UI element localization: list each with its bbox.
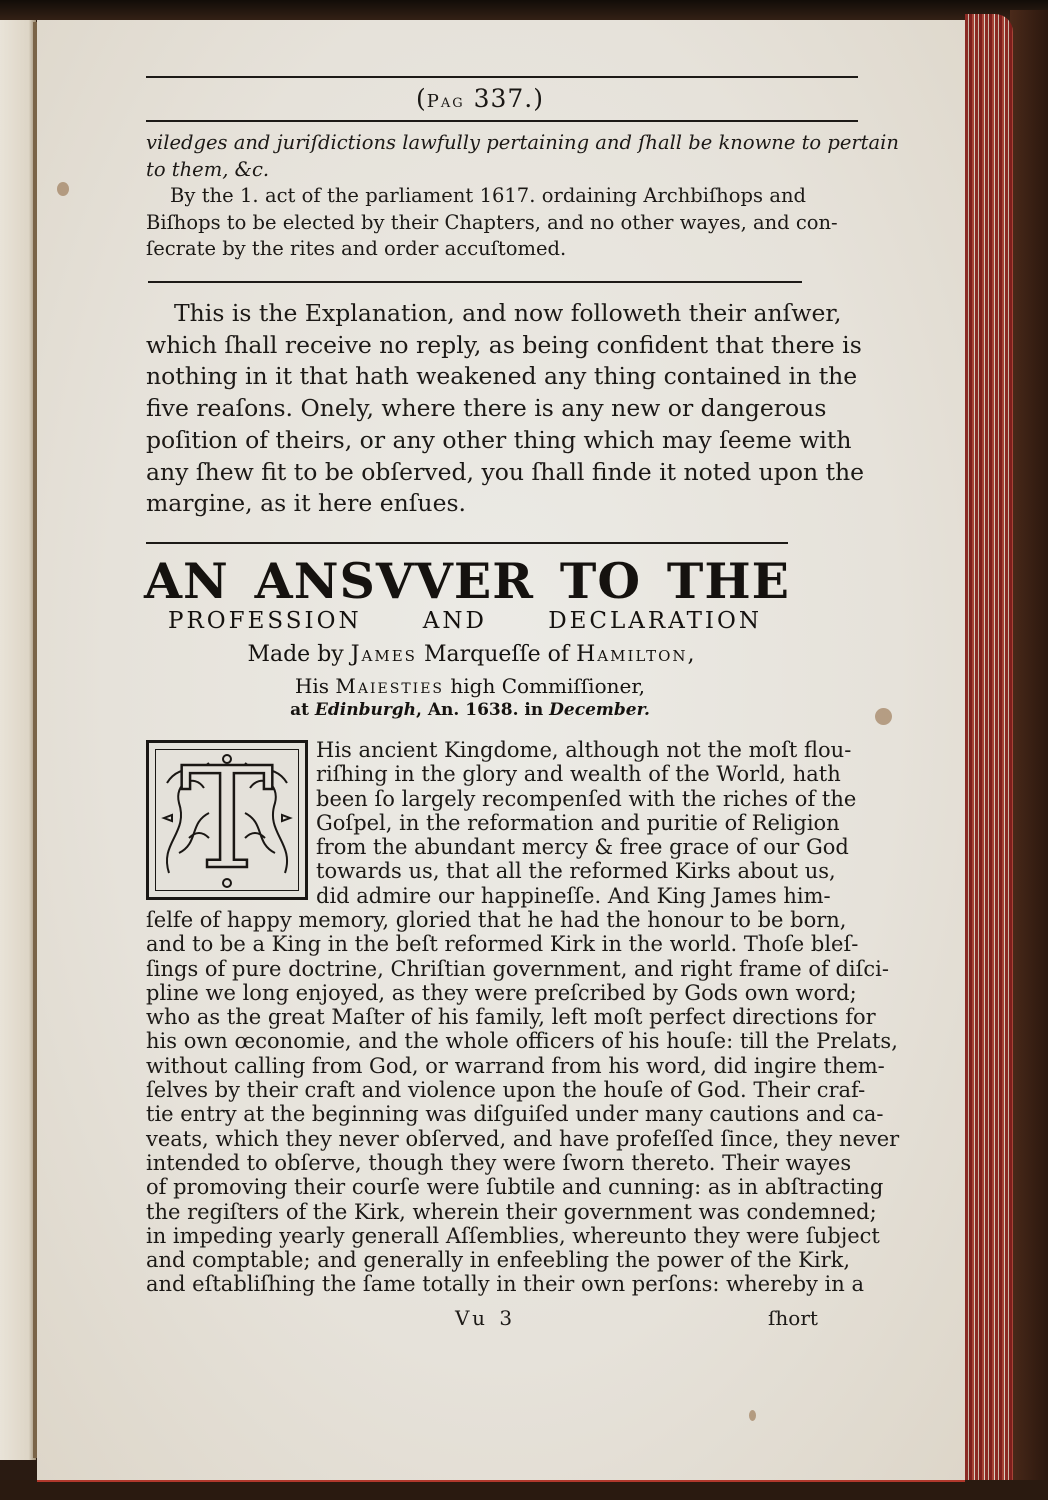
act-line: Biſhops to be elected by their Chapters, and no other wayes, and con- [146, 210, 838, 234]
explanation-line: five reaſons. Onely, where there is any new or dangerous [146, 394, 827, 423]
title-his: His [294, 674, 336, 698]
title-james: James [350, 642, 417, 667]
body-dropcap-paragraph [316, 738, 857, 908]
title-main: AN ANSVVER TO THE [144, 552, 790, 610]
continuation-line: to them, &c. [146, 157, 270, 181]
explanation-line: margine, as it here enſues. [146, 489, 467, 518]
body-line: Goſpel, in the reformation and puritie of Religion [316, 810, 840, 835]
title-author-line [212, 642, 732, 667]
paren-open: ( [415, 84, 427, 113]
body-line: his own œconomie, and the whole officers of his houſe: till the Prelats, [146, 1029, 898, 1054]
drop-cap-woodcut [146, 740, 308, 900]
title-made-by: Made by [247, 642, 351, 667]
title-office-line [260, 674, 680, 698]
explanation-line: which ſhall receive no reply, as being confident that there is [146, 330, 862, 359]
body-line: without calling from God, or warrand from his word, did ingire them- [146, 1053, 885, 1078]
explanation-line: any ſhew fit to be obſerved, you ſhall finde it noted upon the [146, 457, 865, 486]
body-line: the regiſters of the Kirk, wherein their government was condemned; [146, 1199, 877, 1224]
continuation-block [146, 130, 899, 263]
title-subtitle: PROFESSION AND DECLARATION [168, 608, 762, 634]
act-line: ſecrate by the rites and order accuſtomed. [146, 237, 567, 260]
title-edinburgh: Edinburgh [314, 700, 417, 720]
page-block-red-edges [965, 14, 1013, 1480]
catchword: ſhort [768, 1306, 818, 1330]
section-rule [148, 281, 802, 283]
title-place-date-line [280, 700, 660, 720]
signature-mark: Vu 3 [455, 1306, 517, 1330]
body-line: of promoving their courſe were ſubtile and cunning: as in abſtracting [146, 1175, 884, 1200]
act-line: By the 1. act of the parliament 1617. ordaining Archbiſhops and [170, 184, 806, 207]
body-line: veats, which they never obſerved, and have profeſſed ſince, they never [146, 1126, 900, 1151]
title-at: at [290, 700, 315, 720]
header-rule-bottom [146, 120, 858, 122]
body-line: pline we long enjoyed, as they were preſcribed by Gods own word; [146, 980, 857, 1005]
drop-cap-letter: T [180, 738, 274, 901]
explanation-paragraph [146, 298, 865, 520]
body-line: tie entry at the beginning was diſguiſed under many cautions and ca- [146, 1102, 884, 1127]
running-head [390, 84, 570, 113]
header-rule-top [146, 76, 858, 78]
body-line: ſelves by their craft and violence upon the houſe of God. Their craf- [146, 1078, 866, 1103]
title-december: December. [549, 700, 650, 720]
title-maiesties: Maiesties [335, 674, 445, 698]
body-line: did admire our happineſſe. And King James him- [316, 883, 831, 908]
foxing-stain [57, 182, 69, 196]
explanation-line: poſition of theirs, or any other thing which may ſeeme with [146, 425, 852, 454]
continuation-line: viledges and juriſdictions lawfully pertaining and ſhall be knowne to pertain [146, 131, 899, 154]
body-line: and comptable; and generally in enfeebling the power of the Kirk, [146, 1248, 851, 1273]
book-cover-edge [1010, 10, 1048, 1500]
body-line: towards us, that all the reformed Kirks about us, [316, 859, 836, 884]
title-commissioner: high Commiſſioner, [444, 674, 646, 698]
body-paragraph [146, 908, 900, 1297]
body-line: ſelfe of happy memory, gloried that he had the honour to be born, [146, 908, 847, 932]
body-line: ſings of pure doctrine, Chriſtian government, and right frame of diſci- [146, 956, 889, 981]
body-line: intended to obſerve, though they were ſworn thereto. Their wayes [146, 1150, 852, 1175]
explanation-line: This is the Explanation, and now followeth their anſwer, [174, 299, 842, 327]
title-hamilton: Hamilton, [576, 642, 697, 667]
paren-close: ) [533, 84, 545, 113]
facing-page-edge [0, 20, 36, 1460]
body-line: in impeding yearly generall Aſſemblies, whereunto they were ſubject [146, 1223, 880, 1248]
body-line: been ſo largely recompenſed with the riches of the [316, 786, 857, 811]
body-line: riſhing in the glory and wealth of the World, hath [316, 762, 841, 787]
body-line: who as the great Maſter of his family, left moſt perfect directions for [146, 1005, 876, 1030]
pag-label: Pag [426, 91, 465, 112]
page-number: 337. [473, 84, 534, 113]
title-marquesse: Marqueſſe of [416, 642, 577, 667]
title-rule [146, 542, 788, 544]
title-year: , An. 1638. in [416, 700, 550, 720]
foxing-stain [875, 708, 892, 725]
body-line: and to be a King in the beſt reformed Kirk in the world. Thoſe bleſ- [146, 932, 859, 957]
foxing-stain [749, 1410, 756, 1421]
explanation-line: nothing in it that hath weakened any thing contained in the [146, 362, 858, 391]
book-bottom-shadow [0, 1480, 1048, 1500]
body-line: His ancient Kingdome, although not the moſt flou- [316, 738, 852, 762]
body-line: from the abundant mercy & free grace of our God [316, 835, 849, 860]
body-line: and eſtabliſhing the ſame totally in their own perſons: whereby in a [146, 1272, 864, 1297]
